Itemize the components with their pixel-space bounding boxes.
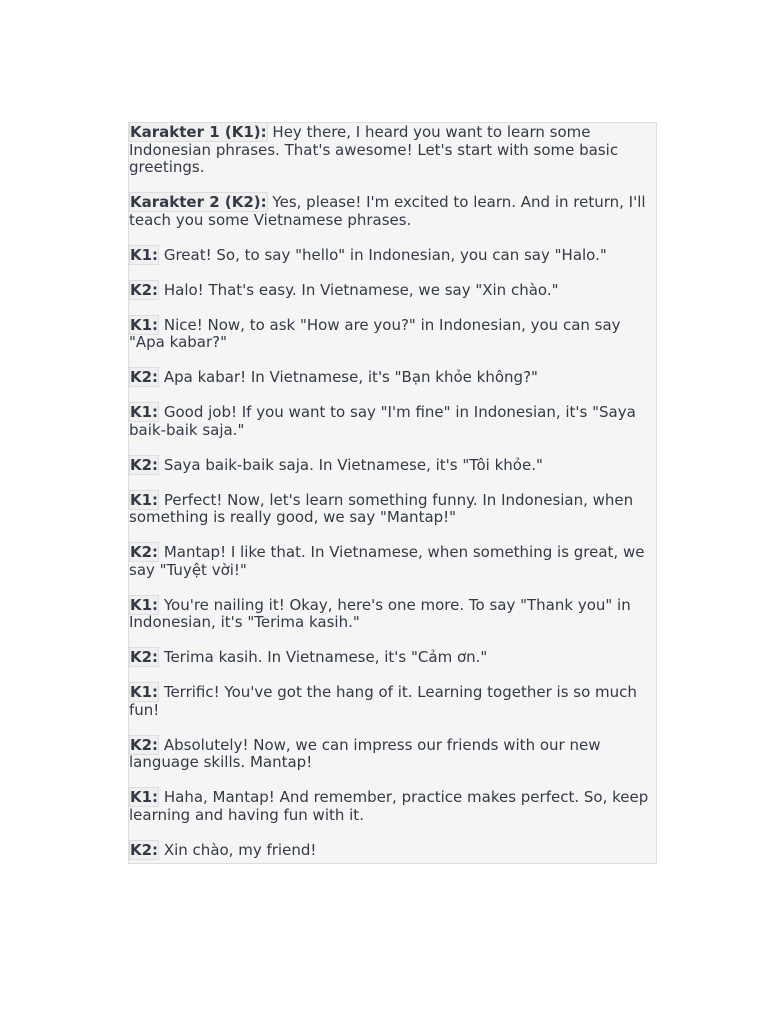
- speaker-label: K1:: [130, 315, 159, 334]
- dialogue-line-12: [129, 649, 656, 667]
- dialogue-line-3: [129, 247, 656, 265]
- speaker-label: K1:: [130, 595, 159, 614]
- dialogue-text: Apa kabar! In Vietnamese, it's "Bạn khỏe không?": [163, 368, 538, 386]
- dialogue-text: You're nailing it! Okay, here's one more. To say "Thank you" in Indonesian, it's "Terima kasih.": [129, 595, 631, 631]
- dialogue-text: Perfect! Now, let's learn something funny. In Indonesian, when something is really good, we say "Mantap!": [129, 490, 634, 526]
- dialogue-text: Halo! That's easy. In Vietnamese, we say "Xin chào.": [163, 280, 559, 299]
- speaker-label: K2:: [130, 368, 159, 386]
- speaker-label: K2:: [130, 455, 159, 474]
- dialogue-line-13: [129, 684, 656, 719]
- dialogue-text: Nice! Now, to ask "How are you?" in Indonesian, you can say "Apa kabar?": [129, 315, 621, 351]
- speaker-label: K2:: [130, 840, 159, 859]
- dialogue-line-15: [129, 789, 656, 824]
- dialogue-line-10: [129, 544, 656, 579]
- dialogue-text: Good job! If you want to say "I'm fine" in Indonesian, it's "Saya baik-baik saja.": [129, 403, 636, 439]
- dialogue-text: Yes, please! I'm excited to learn. And in return, I'll teach you some Vietnamese phrases.: [129, 193, 646, 229]
- speaker-label: K1:: [130, 403, 159, 421]
- speaker-label: K1:: [130, 788, 159, 806]
- speaker-label: K2:: [130, 648, 159, 666]
- speaker-label: K2:: [130, 543, 159, 561]
- speaker-label: K1:: [130, 683, 159, 701]
- dialogue-text: Absolutely! Now, we can impress our friends with our new language skills. Mantap!: [129, 735, 601, 771]
- speaker-label: K1:: [130, 245, 159, 264]
- speaker-label: K1:: [130, 490, 159, 509]
- speaker-label: K2:: [130, 735, 159, 754]
- dialogue-line-14: [129, 737, 656, 772]
- dialogue-line-11: [129, 597, 656, 632]
- dialogue-line-1: [129, 124, 656, 177]
- dialogue-text: Terrific! You've got the hang of it. Learning together is so much fun!: [129, 683, 637, 719]
- speaker-label: K2:: [130, 280, 159, 299]
- dialogue-line-8: [129, 457, 656, 475]
- speaker-label: Karakter 1 (K1):: [130, 123, 267, 141]
- dialogue-box: [128, 122, 657, 864]
- speaker-label: Karakter 2 (K2):: [130, 193, 267, 211]
- dialogue-text: Saya baik-baik saja. In Vietnamese, it's "Tôi khỏe.": [163, 455, 543, 474]
- dialogue-text: Hey there, I heard you want to learn some Indonesian phrases. That's awesome! Let's start with some basic greetings.: [129, 123, 619, 176]
- dialogue-text: Xin chào, my friend!: [163, 840, 317, 859]
- dialogue-text: Great! So, to say "hello" in Indonesian, you can say "Halo.": [163, 245, 607, 264]
- dialogue-text: Terima kasih. In Vietnamese, it's "Cảm ơn.": [163, 648, 488, 666]
- dialogue-line-5: [129, 317, 656, 352]
- dialogue-line-9: [129, 492, 656, 527]
- dialogue-line-7: [129, 404, 656, 439]
- dialogue-line-16: [129, 842, 656, 860]
- dialogue-line-6: [129, 369, 656, 387]
- dialogue-line-2: [129, 194, 656, 229]
- dialogue-line-4: [129, 282, 656, 300]
- dialogue-text: Mantap! I like that. In Vietnamese, when something is great, we say "Tuyệt vời!": [129, 543, 645, 579]
- dialogue-text: Haha, Mantap! And remember, practice makes perfect. So, keep learning and having fun with it.: [129, 788, 649, 824]
